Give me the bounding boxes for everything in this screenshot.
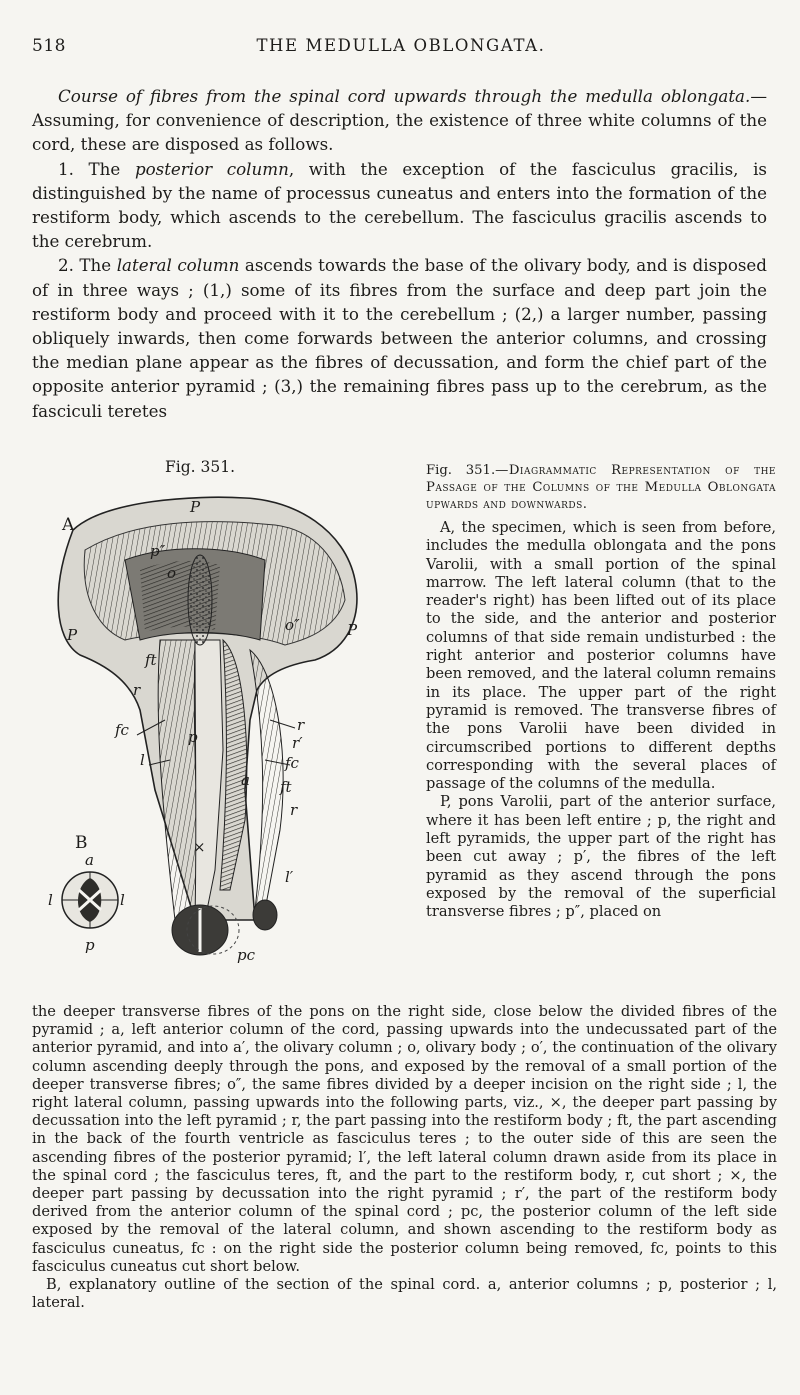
label-pc: pc	[237, 946, 256, 964]
label-p: p	[188, 728, 198, 746]
label-ft: ft	[145, 651, 157, 669]
caption-para-A: A, the specimen, which is seen from before, includes the medulla oblongata and the pons Varolii, with a small portion of the spinal marrow. The left lateral column (that to the reader's right) has been lifted out of its place to the side, and the anterior and posterior columns of that side remain undisturbed : the right anterior and posterior columns have been removed, and the lateral column remains in its place. The upper part of the right pyramid is removed. The transverse fibres of the pons Varolii have been divided in circumscribed portions to different depths corresponding with the several places of passage of the columns of the medulla.	[426, 519, 776, 793]
figure-label: Fig. 351.	[165, 458, 235, 476]
olivary-body	[188, 555, 212, 645]
label-o2: o″	[285, 616, 300, 634]
caption-continuation-para: the deeper transverse fibres of the pons on the right side, close below the divided fibres of the pyramid ; a, left anterior column of the cord, passing upwards into the undecussated part of the anterior pyramid, and into a′, the olivary column ; o, olivary body ; o′, the continuation of the olivary column ascending deeply through the pons, and exposed by the removal of a small portion of the deeper transverse fibres; o″, the same fibres divided by a deeper incision on the right side ; l, the right lateral column, passing upwards into the following parts, viz., ×, the deeper part passing by decussation into the left pyramid ; r, the part passing into the restiform body ; ft, the part ascending in the back of the fourth ventricle as fasciculus teres ; to the outer side of this are seen the ascending fibres of the posterior pyramid; l′, the left lateral column drawn aside from its place in the spinal cord ; the fasciculus teres, ft, and the part to the restiform body, r, cut short ; ×, the deeper part passing by decussation into the right pyramid ; r′, the part of the restiform body derived from the anterior column of the spinal cord ; pc, the posterior column of the left side exposed by the removal of the lateral column, and shown ascending to the restiform body as fasciculus cuneatus, fc : on the right side the posterior column being removed, fc, points to this fasciculus cuneatus cut short below.	[32, 1003, 777, 1275]
label-A: A	[62, 515, 75, 535]
label-r-lower: r	[290, 801, 298, 819]
label-fc-right: fc	[285, 754, 299, 772]
label-Bl: l	[48, 891, 53, 909]
paragraph-course-of-fibres: Course of fibres from the spinal cord upwards through the medulla oblongata.—Assuming, for convenience of description, the existence of three white columns of the cord, these are disposed as follows.	[32, 86, 767, 155]
medulla-illustration	[45, 490, 375, 980]
paragraph-posterior-column: 1. The posterior column, with the exception of the fasciculus gracilis, is distinguished by the name of processus cuneatus and enters into the formation of the restiform body, which ascends to the cerebellum. The fasciculus gracilis ascends to the cerebrum.	[32, 158, 767, 252]
label-P-right: P	[347, 621, 358, 639]
label-P-left: P	[67, 626, 78, 644]
label-ft-right: ft	[280, 778, 292, 796]
main-text	[32, 84, 767, 423]
label-Bl2: l	[120, 891, 125, 909]
label-Bp: p	[85, 936, 95, 954]
label-x: ×	[193, 838, 206, 856]
paragraph-heading: Course of fibres from the spinal cord upwards through the medulla oblongata.	[58, 86, 751, 106]
running-title: THE MEDULLA OBLONGATA.	[256, 36, 546, 55]
label-B: B	[75, 833, 88, 853]
label-P-top: P	[190, 498, 201, 516]
label-Ba: a	[85, 851, 94, 869]
paragraph-lateral-column: 2. The lateral column ascends towards the base of the olivary body, and is disposed of in three ways ; (1,) some of its fibres from the surface and deep part join the restiform body and proceed with it to the cerebellum ; (2,) a larger number, passing obliquely inwards, then come forwards between the anterior columns, and crossing the median plane appear as the fibres of decussation, and form the chief part of the opposite anterior pyramid ; (3,) the remaining fibres pass up to the cerebrum, as the fasciculi teretes	[32, 255, 767, 421]
label-o: o	[167, 564, 177, 582]
label-fc: fc	[115, 721, 129, 739]
label-r: r	[133, 681, 141, 699]
label-l-prime: l′	[285, 868, 294, 886]
page-header	[32, 36, 770, 60]
caption-title: Fig. 351.—Diagrammatic Representation of the Passage of the Columns of the Medulla Oblongata upwards and downwards.	[426, 463, 776, 512]
page-number: 518	[32, 36, 66, 56]
label-r-prime: r′	[292, 734, 303, 752]
label-a: a	[241, 771, 250, 789]
caption-para-P: P, pons Varolii, part of the anterior surface, where it has been left entire ; p, the right and left pyramids, the upper part of the right has been cut away ; p′, the fibres of the left pyramid as they ascend through the pons exposed by the removal of the superficial transverse fibres ; p″, placed on	[426, 793, 776, 921]
label-r-right: r	[297, 716, 305, 734]
caption-para-B: B, explanatory outline of the section of the spinal cord. a, anterior columns ; p, posterior ; l, lateral.	[32, 1276, 777, 1312]
label-l: l	[140, 751, 145, 769]
figure-caption	[426, 462, 776, 922]
label-p2: p″	[150, 542, 166, 560]
caption-continuation	[32, 1003, 777, 1312]
